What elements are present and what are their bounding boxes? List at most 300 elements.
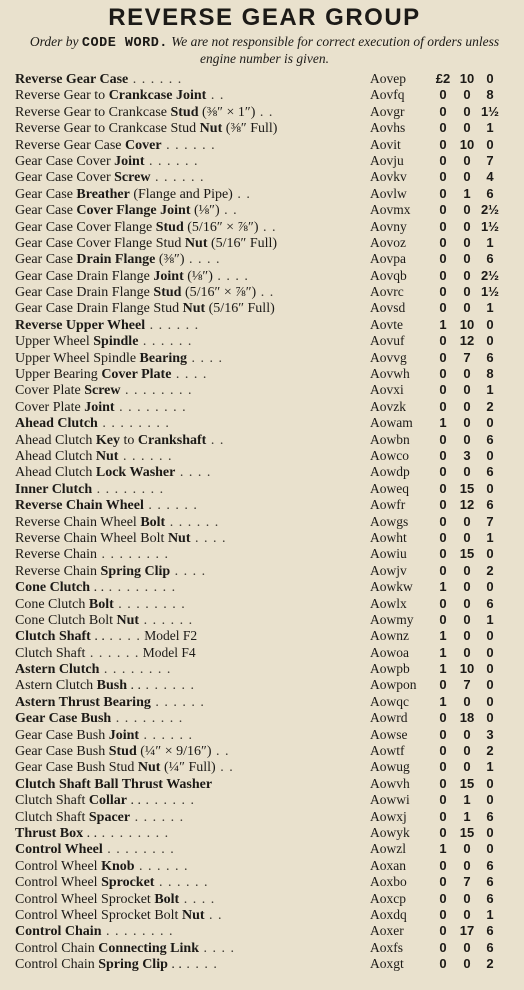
- part-description: [15, 334, 370, 350]
- price-pence: 0: [486, 415, 494, 431]
- price-pence: 8: [486, 366, 494, 382]
- leader-dots: . .: [211, 744, 230, 760]
- part-name-text: Clutch Shaft: [15, 645, 86, 661]
- part-name-text: . .: [90, 629, 105, 645]
- part-description: [15, 580, 370, 596]
- part-name-text: Ahead Clutch: [15, 432, 96, 448]
- code-word: Aowht: [370, 529, 407, 545]
- leader-dots: . .: [256, 285, 275, 301]
- part-name-emphasis: Bearing: [139, 350, 187, 366]
- part-description: [15, 957, 370, 973]
- price-pounds: 0: [439, 513, 447, 529]
- list-item: [15, 448, 514, 464]
- price-pence: 2: [486, 398, 494, 414]
- code-word: Aovzk: [370, 398, 406, 414]
- part-description: [15, 367, 370, 383]
- part-description: [15, 269, 370, 285]
- leader-dots: . .: [204, 907, 223, 923]
- part-name-emphasis: Connecting Link: [98, 940, 199, 956]
- price-pence: 0: [486, 677, 494, 693]
- leader-dots: . . . . . . . .: [99, 662, 172, 678]
- part-name-text: Cone Clutch Bolt: [15, 612, 117, 628]
- list-item: [15, 841, 514, 857]
- list-item: [15, 251, 514, 267]
- part-name-text: Cone Clutch: [15, 596, 89, 612]
- list-item: [15, 612, 514, 628]
- list-item: [15, 284, 514, 300]
- price-pounds: 0: [439, 562, 447, 578]
- part-name-text: Gear Case Bush: [15, 727, 109, 743]
- part-description: [15, 760, 370, 776]
- price-shillings: 10: [459, 71, 475, 86]
- part-name-text: (Flange and Pipe): [129, 186, 233, 202]
- code-word: Aowpon: [370, 677, 417, 693]
- price-pounds: 0: [439, 611, 447, 627]
- part-description: [15, 465, 370, 481]
- price-shillings: 10: [459, 316, 475, 332]
- part-name-emphasis: Spindle: [93, 334, 139, 350]
- list-item: [15, 366, 514, 382]
- list-item: [15, 596, 514, 612]
- part-name-emphasis: Cone Clutch: [15, 580, 91, 596]
- leader-dots: . . . . . . . .: [97, 825, 170, 841]
- code-word: Aovit: [370, 136, 401, 152]
- list-item: [15, 579, 514, 595]
- price-shillings: 10: [459, 136, 475, 152]
- price-pounds: 0: [439, 677, 447, 693]
- part-description: [15, 628, 370, 645]
- code-word: Aowzl: [370, 841, 406, 857]
- code-word: Aowjv: [370, 562, 407, 578]
- part-name-text: Clutch Shaft: [15, 793, 89, 809]
- list-item: [15, 530, 514, 546]
- part-description: [15, 678, 370, 694]
- list-item: [15, 268, 514, 284]
- part-description: [15, 105, 370, 121]
- price-pounds: 0: [439, 710, 447, 726]
- leader-dots: . . . . . . . .: [104, 580, 177, 596]
- price-pounds: 0: [439, 218, 447, 234]
- price-pounds: 0: [439, 529, 447, 545]
- part-name-emphasis: Drain Flange: [76, 252, 156, 268]
- price-pence: 6: [486, 431, 494, 447]
- leader-dots: . . . . . . . .: [101, 924, 174, 940]
- leader-dots: . .: [206, 88, 225, 104]
- price-shillings: 1: [463, 185, 471, 201]
- price-pence: 0: [486, 546, 494, 562]
- code-word: Aoxan: [370, 857, 406, 873]
- part-name-text: Reverse Gear to Crankcase: [15, 104, 171, 120]
- code-word: Aoxer: [370, 923, 404, 939]
- code-word: Aoxfs: [370, 939, 403, 955]
- part-description: [15, 875, 370, 891]
- code-word: Aovuf: [370, 333, 405, 349]
- part-name-emphasis: Spring Clip: [98, 957, 168, 973]
- price-shillings: 0: [463, 693, 471, 709]
- part-name-text: Control Chain: [15, 940, 99, 956]
- part-name-emphasis: Ahead Clutch: [15, 416, 98, 432]
- price-shillings: 0: [463, 726, 471, 742]
- price-shillings: 0: [463, 628, 471, 644]
- price-shillings: 0: [463, 431, 471, 447]
- part-description: [15, 941, 370, 957]
- part-name-text: (5/16″ Full): [205, 301, 275, 317]
- code-word: Aowxj: [370, 808, 407, 824]
- price-shillings: 0: [463, 398, 471, 414]
- part-name-emphasis: Spring Clip: [100, 563, 171, 579]
- leader-dots: . . . .: [187, 350, 223, 366]
- part-description: [15, 88, 370, 104]
- price-pence: 1: [486, 759, 494, 775]
- part-name-text: Upper Wheel Spindle: [15, 350, 140, 366]
- notice-text: We are not responsible for correct execution of orders unless engine number is given.: [171, 34, 500, 66]
- part-name-emphasis: Clutch Shaft: [15, 629, 91, 645]
- price-pence: 6: [486, 923, 494, 939]
- part-description: [15, 351, 370, 367]
- list-item: [15, 415, 514, 431]
- part-description: [15, 121, 370, 137]
- code-word: Aowdp: [370, 464, 410, 480]
- list-item: [15, 727, 514, 743]
- list-item: [15, 399, 514, 415]
- part-name-text: Gear Case Cover Flange Stud: [15, 235, 185, 251]
- list-item: [15, 923, 514, 939]
- part-name-text: . .: [127, 678, 142, 694]
- part-description: [15, 547, 370, 563]
- part-name-emphasis: Knob: [101, 858, 135, 874]
- price-pence: 2: [486, 743, 494, 759]
- price-shillings: 0: [463, 857, 471, 873]
- code-word: Aovvg: [370, 349, 407, 365]
- part-name-text: (⅜″): [155, 252, 185, 268]
- price-pence: 1½: [480, 218, 500, 234]
- part-description: [15, 285, 370, 301]
- part-name-emphasis: Cover Plate: [101, 367, 172, 383]
- price-shillings: 0: [463, 956, 471, 972]
- price-pence: 2: [486, 562, 494, 578]
- list-item: [15, 710, 514, 726]
- price-pounds: 1: [439, 415, 447, 431]
- part-name-emphasis: Stud: [153, 285, 182, 301]
- price-pence: 0: [486, 693, 494, 709]
- price-shillings: 0: [463, 906, 471, 922]
- price-shillings: 10: [459, 661, 475, 677]
- price-pence: 6: [486, 874, 494, 890]
- order-notice: [15, 34, 514, 66]
- leader-dots: . . . . . .: [161, 137, 216, 153]
- price-pence: 6: [486, 349, 494, 365]
- price-pounds: 0: [439, 497, 447, 513]
- code-word: Aovoz: [370, 234, 406, 250]
- code-word: Aoweq: [370, 480, 409, 496]
- price-shillings: 15: [459, 546, 475, 562]
- code-word: Aovju: [370, 152, 404, 168]
- list-item: [15, 300, 514, 316]
- list-item: [15, 202, 514, 218]
- part-name-emphasis: Reverse Chain Wheel: [15, 498, 144, 514]
- price-pounds: 0: [439, 906, 447, 922]
- price-pence: 0: [486, 661, 494, 677]
- list-item: [15, 432, 514, 448]
- price-pounds: 0: [439, 447, 447, 463]
- list-item: [15, 137, 514, 153]
- part-description: [15, 203, 370, 219]
- part-name-text: (⅜″ × 1″): [198, 104, 256, 120]
- part-name-text: Reverse Gear to: [15, 88, 109, 104]
- price-pence: 0: [486, 841, 494, 857]
- list-item: [15, 792, 514, 808]
- list-item: [15, 350, 514, 366]
- price-pence: 0: [486, 447, 494, 463]
- part-name-emphasis: Stud: [108, 744, 137, 760]
- leader-dots: . . . . . . . .: [114, 399, 187, 415]
- price-pence: 1: [486, 611, 494, 627]
- price-shillings: 0: [463, 464, 471, 480]
- part-name-text: Reverse Chain Wheel: [15, 514, 141, 530]
- part-description: [15, 892, 370, 908]
- price-pounds: 0: [439, 103, 447, 119]
- leader-dots: . . . . . . . .: [120, 383, 193, 399]
- part-description: [15, 400, 370, 416]
- part-name-text: (⅜″ Full): [222, 121, 278, 137]
- price-pence: 7: [486, 152, 494, 168]
- price-shillings: 0: [463, 939, 471, 955]
- code-word: Aovep: [370, 71, 406, 86]
- price-shillings: 17: [459, 923, 475, 939]
- part-name-text: Control Wheel Sprocket: [15, 891, 155, 907]
- price-pence: 1: [486, 120, 494, 136]
- list-item: [15, 333, 514, 349]
- part-name-emphasis: Sprocket: [101, 875, 155, 891]
- part-name-emphasis: Joint: [153, 268, 184, 284]
- part-name-emphasis: Nut: [95, 448, 119, 464]
- price-shillings: 0: [463, 120, 471, 136]
- leader-dots: . . . . . . . .: [102, 842, 175, 858]
- part-description: [15, 924, 370, 940]
- leader-dots: . . . .: [179, 891, 216, 907]
- price-pounds: 0: [439, 349, 447, 365]
- part-name-text: Cover Plate: [15, 383, 85, 399]
- price-pounds: 0: [439, 464, 447, 480]
- part-name-text: Gear Case Cover: [15, 170, 115, 186]
- list-item: [15, 628, 514, 644]
- part-description: [15, 711, 370, 727]
- leader-dots: . . . . . . . .: [92, 481, 165, 497]
- price-shillings: 0: [463, 218, 471, 234]
- price-pounds: 0: [439, 890, 447, 906]
- price-pounds: 0: [439, 169, 447, 185]
- price-pence: 0: [486, 792, 494, 808]
- price-pounds: 0: [439, 775, 447, 791]
- price-shillings: 0: [463, 890, 471, 906]
- part-description: [15, 498, 370, 514]
- list-item: [15, 874, 514, 890]
- leader-dots: . . . . . .: [150, 694, 205, 710]
- part-description: [15, 662, 370, 678]
- part-description: [15, 531, 370, 547]
- price-pence: 0: [486, 710, 494, 726]
- part-name-text: Gear Case Drain Flange Stud: [15, 301, 183, 317]
- code-word: Aowwi: [370, 792, 410, 808]
- price-pounds: £2: [435, 71, 451, 86]
- price-pounds: 0: [439, 300, 447, 316]
- price-pounds: 1: [439, 628, 447, 644]
- code-word: Aovlw: [370, 185, 407, 201]
- leader-dots: . . . . . .: [165, 514, 220, 530]
- price-shillings: 0: [463, 234, 471, 250]
- code-word: Aowmy: [370, 611, 414, 627]
- part-description: [15, 72, 370, 88]
- part-name-emphasis: Gear Case Bush: [15, 711, 112, 727]
- part-name-emphasis: Cover: [125, 137, 162, 153]
- list-item: [15, 891, 514, 907]
- code-word: Aovmx: [370, 202, 411, 218]
- code-word: Aovrc: [370, 284, 404, 300]
- price-shillings: 0: [463, 103, 471, 119]
- list-item: [15, 694, 514, 710]
- part-description: [15, 515, 370, 531]
- price-shillings: 15: [459, 775, 475, 791]
- price-pounds: 0: [439, 366, 447, 382]
- price-pounds: 0: [439, 398, 447, 414]
- leader-dots: . . . . . .: [139, 727, 194, 743]
- price-pounds: 0: [439, 284, 447, 300]
- price-pence: 0: [486, 480, 494, 496]
- price-pence: 1: [486, 234, 494, 250]
- part-name-emphasis: Key: [95, 432, 120, 448]
- code-word: Aowfr: [370, 497, 406, 513]
- price-pounds: 0: [439, 546, 447, 562]
- part-name-emphasis: Reverse Gear Case: [15, 72, 129, 87]
- code-word: Aowtf: [370, 743, 405, 759]
- leader-dots: . . . . . . . .: [97, 416, 170, 432]
- leader-dots: . . . . . .: [118, 448, 173, 464]
- part-name-text: Reverse Chain: [15, 547, 98, 563]
- price-pounds: 1: [439, 316, 447, 332]
- leader-dots: . . . . . .: [138, 334, 193, 350]
- part-name-emphasis: Nut: [116, 612, 140, 628]
- price-shillings: 18: [459, 710, 475, 726]
- code-word: Aovgr: [370, 103, 405, 119]
- part-name-text: Gear Case Bush: [15, 744, 109, 760]
- price-pence: 1: [486, 382, 494, 398]
- part-name-text: (5/16″ × ⅞″): [183, 219, 259, 235]
- part-name-text: Gear Case: [15, 186, 77, 202]
- parts-list: [15, 71, 514, 972]
- price-pence: 1: [486, 529, 494, 545]
- leader-dots: . .: [258, 219, 277, 235]
- price-shillings: 7: [463, 677, 471, 693]
- code-word: Aovpa: [370, 251, 406, 267]
- leader-dots: . .: [219, 203, 238, 219]
- leader-dots: . . . . . .: [128, 72, 183, 87]
- code-word: Aowpb: [370, 661, 410, 677]
- price-pounds: 0: [439, 595, 447, 611]
- price-pounds: 0: [439, 759, 447, 775]
- leader-dots: . . . . . .: [130, 809, 185, 825]
- leader-dots: . . . . . . . .: [113, 596, 186, 612]
- price-shillings: 0: [463, 415, 471, 431]
- part-name-text: Astern Clutch: [15, 678, 97, 694]
- part-name-text: . .: [167, 957, 182, 973]
- price-pence: 6: [486, 497, 494, 513]
- price-pounds: 0: [439, 743, 447, 759]
- notice-code-word: CODE WORD.: [81, 36, 168, 51]
- price-shillings: 0: [463, 595, 471, 611]
- leader-dots: . . . . . .: [134, 858, 189, 874]
- part-name-emphasis: Nut: [199, 121, 223, 137]
- price-shillings: 1: [463, 808, 471, 824]
- part-name-emphasis: Stud: [170, 104, 199, 120]
- price-shillings: 0: [463, 743, 471, 759]
- list-item: [15, 858, 514, 874]
- price-shillings: 0: [463, 841, 471, 857]
- part-name-text: Reverse Gear to Crankcase Stud: [15, 121, 200, 137]
- part-name-text: (5/16″ × ⅞″): [181, 285, 257, 301]
- price-pounds: 0: [439, 234, 447, 250]
- leader-dots: . . . . . .: [139, 612, 194, 628]
- code-word: Aovkv: [370, 169, 407, 185]
- code-word: Aoxgt: [370, 956, 404, 972]
- price-pounds: 0: [439, 857, 447, 873]
- price-pence: 8: [486, 87, 494, 103]
- code-word: Aowiu: [370, 546, 407, 562]
- price-pence: 0: [486, 316, 494, 332]
- price-pence: 0: [486, 644, 494, 660]
- code-word: Aovqb: [370, 267, 407, 283]
- part-name-emphasis: Nut: [184, 235, 208, 251]
- code-word: Aowse: [370, 726, 408, 742]
- price-pounds: 1: [439, 841, 447, 857]
- price-pounds: 0: [439, 251, 447, 267]
- price-pence: 1: [486, 906, 494, 922]
- part-name-emphasis: Collar: [88, 793, 127, 809]
- list-item: [15, 235, 514, 251]
- part-name-text: (5/16″ Full): [207, 235, 278, 251]
- price-pence: 1½: [480, 103, 500, 119]
- list-item: [15, 514, 514, 530]
- part-name-emphasis: Stud: [155, 219, 184, 235]
- price-pence: 6: [486, 595, 494, 611]
- leader-dots: . . . . . .: [144, 153, 199, 169]
- price-pence: 2½: [480, 267, 500, 283]
- price-pounds: 0: [439, 202, 447, 218]
- part-name-emphasis: Crankcase Joint: [108, 88, 207, 104]
- list-item: [15, 497, 514, 513]
- leader-dots: . . . . . .: [85, 645, 140, 661]
- list-item: [15, 645, 514, 661]
- part-description: [15, 482, 370, 498]
- leader-dots: . . . .: [181, 957, 218, 973]
- part-name-text: (⅛″): [183, 268, 213, 284]
- list-item: [15, 104, 514, 120]
- leader-dots: . . . . . .: [143, 498, 198, 514]
- price-shillings: 1: [463, 792, 471, 808]
- price-shillings: 0: [463, 267, 471, 283]
- part-name-emphasis: Inner Clutch: [15, 481, 93, 497]
- price-shillings: 15: [459, 480, 475, 496]
- price-shillings: 0: [463, 644, 471, 660]
- part-name-text: Gear Case Cover Flange: [15, 219, 156, 235]
- part-name-text: Gear Case Cover: [15, 153, 115, 169]
- list-item: [15, 382, 514, 398]
- part-name-emphasis: Cover Flange Joint: [76, 203, 191, 219]
- part-name-emphasis: Joint: [114, 153, 145, 169]
- code-word: Aovfq: [370, 87, 405, 103]
- list-item: [15, 153, 514, 169]
- part-description: [15, 859, 370, 875]
- list-item: [15, 776, 514, 792]
